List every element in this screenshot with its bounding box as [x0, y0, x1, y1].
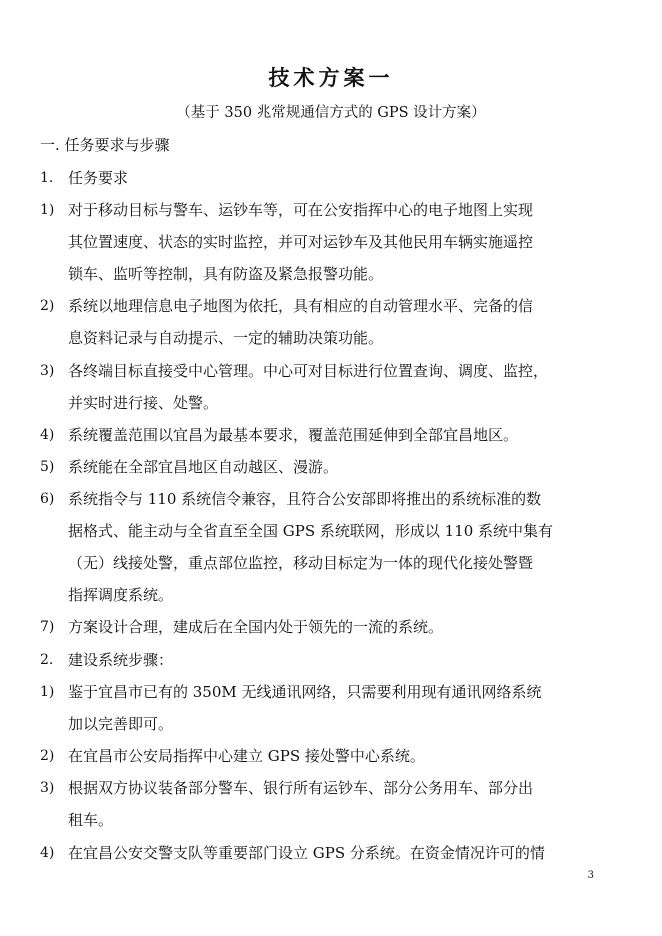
- page-title: 技术方案一: [268, 65, 394, 90]
- list-item-line: 租车。: [68, 811, 114, 829]
- list-item-number: 4): [40, 845, 55, 861]
- list-item-number: 3): [40, 780, 55, 796]
- list-item-line: 在宜昌公安交警支队等重要部门设立 GPS 分系统。在资金情况许可的情: [68, 844, 545, 862]
- list-item-line: 指挥调度系统。: [68, 586, 174, 604]
- list-item-number: 6): [40, 491, 55, 507]
- list-item-line: 方案设计合理，建成后在全国内处于领先的一流的系统。: [68, 618, 444, 636]
- list-item-line: 各终端目标直接受中心管理。中心可对目标进行位置查询、调度、监控，: [68, 362, 549, 380]
- list-item-number: 1): [40, 202, 55, 218]
- list-item-line: 锁车、监听等控制，具有防盗及紧急报警功能。: [68, 265, 384, 283]
- list-item-line: 系统指令与 110 系统信令兼容，且符合公安部即将推出的系统标准的数: [68, 490, 542, 508]
- list-item-number: 7): [40, 619, 55, 635]
- list-item-line: 据格式、能主动与全省直至全国 GPS 系统联网，形成以 110 系统中集有: [68, 522, 554, 540]
- list-item-line: 根据双方协议装备部分警车、银行所有运钞车、部分公务用车、部分出: [68, 779, 534, 797]
- section-heading: 一. 任务要求与步骤: [40, 136, 170, 154]
- subsection-number: 1.: [40, 170, 54, 186]
- list-item-line: 并实时进行接、处警。: [68, 394, 219, 412]
- list-item-line: 对于移动目标与警车、运钞车等，可在公安指挥中心的电子地图上实现: [68, 201, 534, 219]
- list-item-line: 息资料记录与自动提示、一定的辅助决策功能。: [68, 329, 384, 347]
- list-item-line: 其位置速度、状态的实时监控，并可对运钞车及其他民用车辆实施遥控: [68, 233, 534, 251]
- list-item-number: 2): [40, 748, 55, 764]
- subsection-title: 任务要求: [68, 169, 129, 187]
- list-item-line: 加以完善即可。: [68, 715, 174, 733]
- page-subtitle: （基于 350 兆常规通信方式的 GPS 设计方案）: [176, 105, 486, 121]
- list-item-number: 4): [40, 427, 55, 443]
- subsection-number: 2.: [40, 652, 54, 668]
- list-item-number: 3): [40, 363, 55, 379]
- list-item-number: 2): [40, 298, 55, 314]
- list-item-number: 5): [40, 459, 55, 475]
- list-item-line: 在宜昌市公安局指挥中心建立 GPS 接处警中心系统。: [68, 747, 425, 765]
- list-item-line: 鉴于宜昌市已有的 350M 无线通讯网络，只需要利用现有通讯网络系统: [68, 683, 542, 701]
- list-item-line: 系统覆盖范围以宜昌为最基本要求，覆盖范围延伸到全部宜昌地区。: [68, 426, 519, 444]
- subsection-title: 建设系统步骤：: [68, 651, 174, 669]
- list-item-line: 系统能在全部宜昌地区自动越区、漫游。: [68, 458, 339, 476]
- list-item-line: （无）线接处警，重点部位监控，移动目标定为一体的现代化接处警暨: [68, 554, 534, 572]
- list-item-line: 系统以地理信息电子地图为依托，具有相应的自动管理水平、完备的信: [68, 297, 534, 315]
- page-number: 3: [587, 870, 594, 881]
- list-item-number: 1): [40, 684, 55, 700]
